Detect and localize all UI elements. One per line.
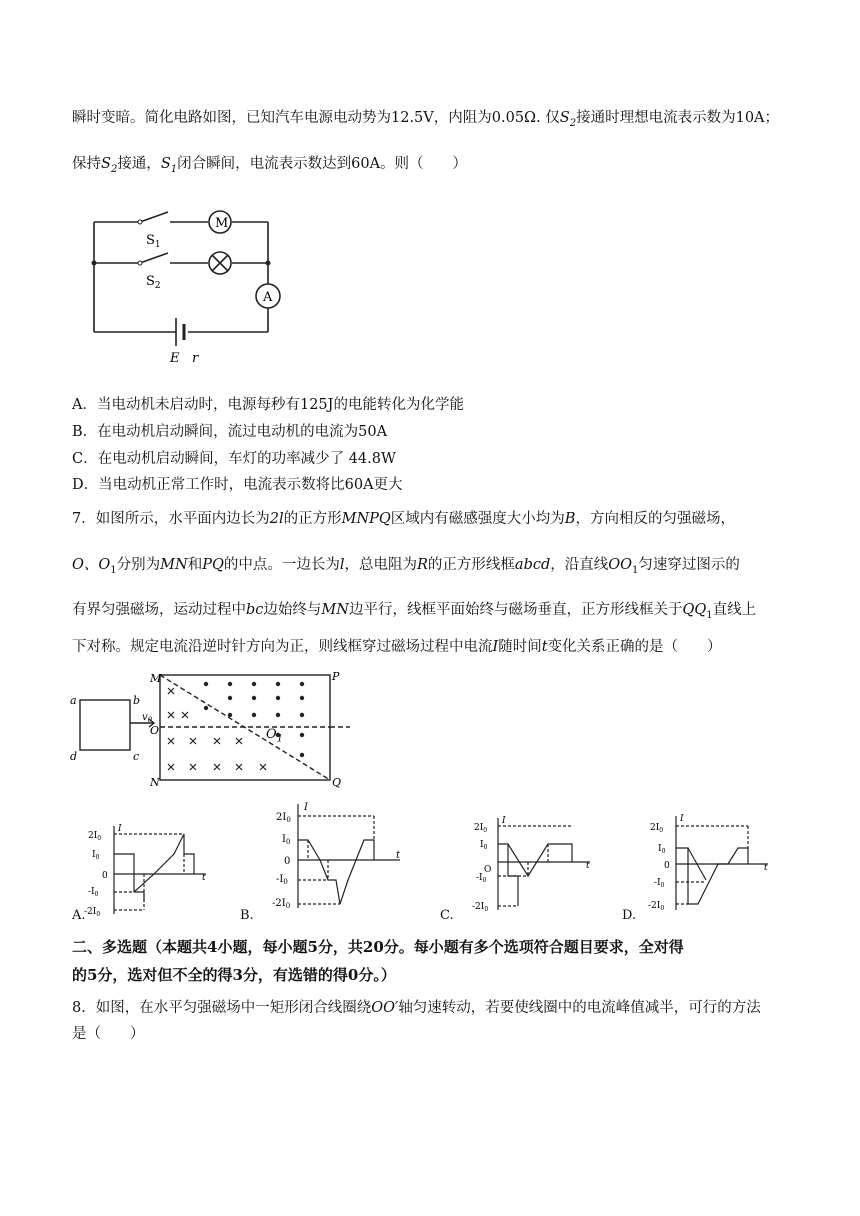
svg-text:t: t [764, 863, 768, 873]
q7-line-4: 下对称。规定电流沿逆时针方向为正，则线框穿过磁场过程中电流I随时间t变化关系正确的是（ ） [72, 639, 722, 655]
svg-text:M: M [150, 672, 162, 685]
svg-text:I: I [680, 814, 684, 824]
svg-text:-I0: $-I_0$ [654, 878, 665, 889]
svg-text:2I0: $2I_0$ [88, 831, 102, 842]
svg-text:0: 0 [664, 861, 670, 871]
ammeter-label: A [263, 290, 273, 305]
text: ，内阻为 [433, 110, 492, 126]
emf-label: E [170, 351, 180, 366]
q6-line-1 [72, 106, 779, 129]
text: 。则（ ） [380, 156, 468, 172]
q6-option-d[interactable]: D．当电动机正常工作时，电流表示数将比60A更大 [72, 477, 403, 493]
svg-text:-2I0: $-2I_0$ [84, 907, 101, 918]
svg-text:Q: Q [332, 776, 342, 789]
motor-label: M [215, 216, 229, 231]
svg-text:I: I [118, 824, 122, 834]
internal-resistance-label: r [192, 351, 199, 366]
svg-text:I: I [502, 816, 506, 826]
section-2-header-line-1: 二、多选题（本题共4小题，每小题5分，共20分。每小题有多个选项符合题目要求，全对得 [72, 938, 684, 956]
svg-text:-2I0: $-2I_0$ [648, 901, 665, 912]
svg-text:I0: $I_0$ [480, 840, 488, 851]
q8-line-1: 8．如图，在水平匀强磁场中一矩形闭合线圈绕OO′轴匀速转动，若要使线圈中的电流峰值减半，可行的方法 [72, 1000, 761, 1016]
q6-option-a[interactable]: A．当电动机未启动时，电源每秒有125J的电能转化为化学能 [72, 397, 464, 413]
svg-text:2I0: $2I_0$ [276, 812, 291, 824]
svg-text:I0: $I_0$ [282, 834, 291, 846]
text: 瞬时变暗。简化电路如图，已知汽车电源电动势为 [72, 110, 391, 126]
svg-text:0: 0 [284, 856, 291, 867]
switch-s1-label: $S_1$ [160, 156, 178, 175]
o1-label: $O_1$ [266, 727, 284, 745]
text: 接通， [117, 156, 161, 172]
svg-text:-I0: $-I_0$ [276, 874, 288, 886]
svg-text:-2I0: $-2I_0$ [472, 902, 489, 913]
graph-c [472, 814, 602, 914]
text: 接通时理想电流表示数为 [576, 110, 736, 126]
svg-text:I: I [304, 802, 308, 813]
q6-line-2 [72, 152, 467, 175]
svg-text:c: c [133, 750, 140, 763]
svg-text:t: t [396, 850, 401, 861]
svg-text:-2I0: $-2I_0$ [272, 898, 291, 910]
svg-text:I0: $I_0$ [92, 850, 100, 861]
svg-text:0: 0 [102, 871, 108, 881]
s2-label: $S_2$ [146, 274, 161, 291]
svg-text:b: b [133, 694, 141, 707]
magnetic-field-figure [66, 668, 342, 790]
resistance-value: 0.05Ω [491, 110, 537, 126]
switch-s2-label: $S_2$ [101, 156, 118, 175]
graph-d [648, 812, 778, 914]
svg-text:2I0: $2I_0$ [474, 823, 488, 834]
graph-b [272, 800, 412, 912]
q8-line-2: 是（ ） [72, 1026, 145, 1042]
svg-text:t: t [202, 873, 206, 883]
svg-text:a: a [70, 694, 77, 707]
choice-b[interactable]: B. [240, 908, 254, 923]
q7-line-1: 7．如图所示，水平面内边长为2l的正方形MNPQ区域内有磁感强度大小均为B，方向相反的匀强磁场， [72, 511, 735, 527]
section-2-header-line-2: 的5分，选对但不全的得3分，有选错的得0分。） [72, 966, 396, 984]
svg-text:-I0: $-I_0$ [88, 887, 99, 898]
svg-text:O: O [484, 865, 492, 875]
svg-text:-I0: $-I_0$ [476, 873, 487, 884]
q7-line-2: O、$O_1$分别为MN和PQ的中点。一边长为l，总电阻为R的正方形线框abcd，沿直线$OO_1$匀速穿过图示的 [72, 557, 740, 576]
svg-text:v0: $v_0$ [142, 712, 153, 724]
circuit-diagram [80, 200, 290, 370]
current-value-2: 60A [351, 156, 381, 172]
q6-option-c[interactable]: C．在电动机启动瞬间，车灯的功率减少了 44.8W [72, 451, 396, 467]
field-dots [204, 682, 304, 757]
emf-value: 12.5V [391, 110, 434, 126]
svg-text:t: t [586, 861, 590, 871]
svg-text:2I0: $2I_0$ [650, 823, 664, 834]
svg-text:P: P [332, 670, 340, 683]
choice-d[interactable]: D. [622, 908, 637, 923]
choice-c[interactable]: C. [440, 908, 454, 923]
switch-s2-label: $S_2$ [559, 110, 577, 129]
current-value-1: 10A [735, 110, 765, 126]
field-crosses [168, 688, 266, 770]
svg-text:d: d [70, 750, 78, 763]
q6-option-b[interactable]: B．在电动机启动瞬间，流过电动机的电流为50A [72, 424, 388, 440]
graph-a [84, 822, 224, 918]
text: ； [764, 110, 780, 126]
svg-text:I0: $I_0$ [658, 844, 666, 855]
svg-text:O: O [150, 724, 160, 737]
svg-text:N: N [150, 776, 160, 789]
text: 保持 [72, 156, 101, 172]
text: . 仅 [536, 110, 560, 126]
q7-line-3: 有界匀强磁场，运动过程中bc边始终与MN边平行，线框平面始终与磁场垂直，正方形线框关于$QQ_1$直线上 [72, 602, 757, 621]
choice-a[interactable]: A. [72, 908, 86, 923]
s1-label: $S_1$ [146, 233, 161, 250]
text: 闭合瞬间，电流表示数达到 [177, 156, 352, 172]
